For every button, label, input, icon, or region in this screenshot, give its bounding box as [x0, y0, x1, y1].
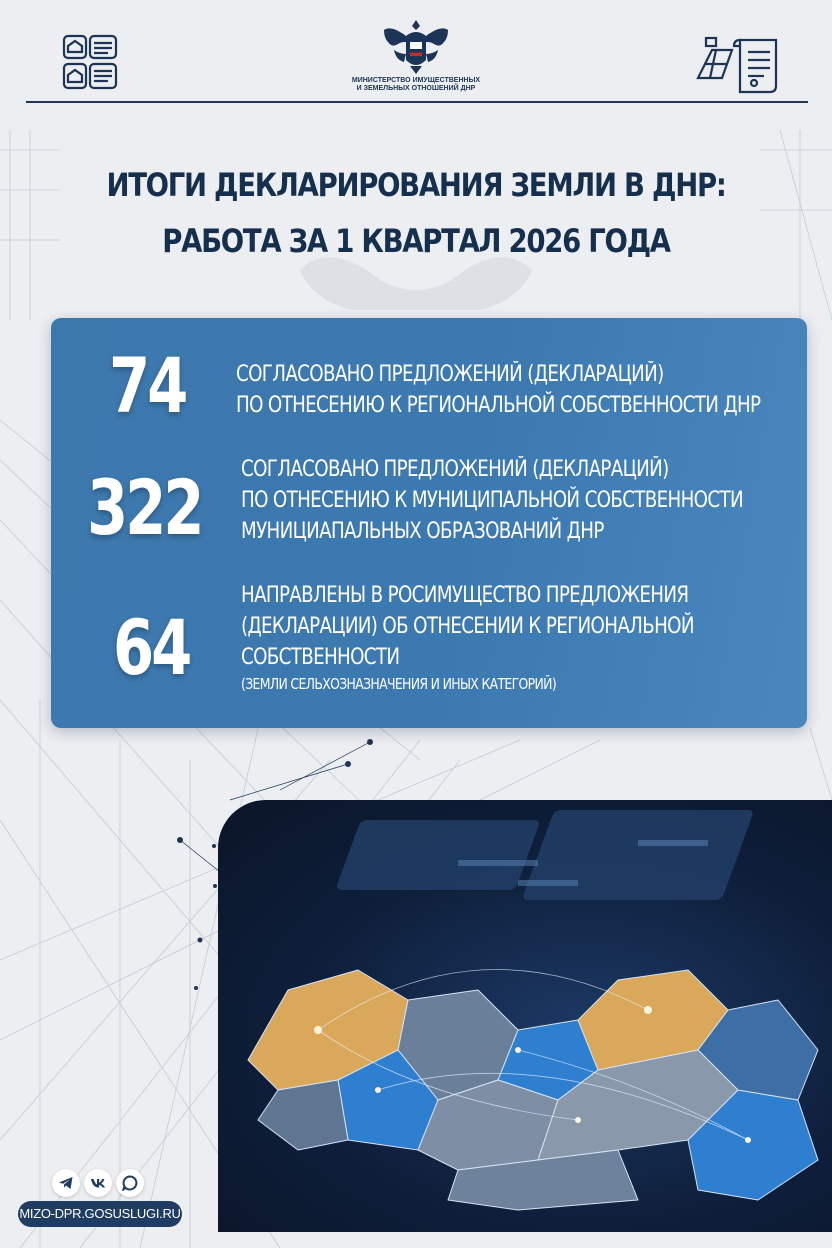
dnr-eagle-emblem-icon: [380, 14, 452, 76]
ministry-line-1: МИНИСТЕРСТВО ИМУЩЕСТВЕННЫХ: [351, 77, 481, 84]
stat-3-note: (ЗЕМЛИ СЕЛЬХОЗНАЗНАЧЕНИЯ И ИНЫХ КАТЕГОРИЙ): [241, 675, 557, 693]
stat-2-line-1: СОГЛАСОВАНО ПРЕДЛОЖЕНИЙ (ДЕКЛАРАЦИЙ): [241, 457, 669, 482]
stat-3-description: [241, 580, 694, 695]
ministry-line-2: И ЗЕМЕЛЬНЫХ ОТНОШЕНИЙ ДНР: [356, 85, 476, 92]
max-messenger-link[interactable]: [116, 1169, 144, 1197]
stat-1-line-2: ПО ОТНЕСЕНИЮ К РЕГИОНАЛЬНОЙ СОБСТВЕННОСТИ ДНР: [236, 393, 761, 418]
stat-2-description: [241, 454, 743, 547]
stat-2-line-2: ПО ОТНЕСЕНИЮ К МУНИЦИПАЛЬНОЙ СОБСТВЕННОСТИ: [241, 488, 743, 513]
region-map-illustration: [218, 800, 832, 1232]
property-documents-icon: [60, 30, 118, 94]
telegram-link[interactable]: [52, 1169, 80, 1197]
stat-3-line-1: НАПРАВЛЕНЫ В РОСИМУЩЕСТВО ПРЕДЛОЖЕНИЯ: [241, 583, 689, 608]
stat-1-line-1: СОГЛАСОВАНО ПРЕДЛОЖЕНИЙ (ДЕКЛАРАЦИЙ): [236, 362, 664, 387]
page-title-line-2: РАБОТА ЗА 1 КВАРТАЛ 2026 ГОДА: [162, 222, 670, 260]
header-divider: [26, 101, 808, 103]
vk-icon: [90, 1175, 106, 1191]
stat-3-line-2: (ДЕКЛАРАЦИИ) ОБ ОТНЕСЕНИИ К РЕГИОНАЛЬНОЙ: [241, 614, 694, 639]
stat-1-value: 74: [109, 341, 186, 430]
stat-2-line-3: МУНИЦИАПАЛЬНЫХ ОБРАЗОВАНИЙ ДНР: [241, 519, 604, 544]
land-plot-document-icon: [694, 28, 788, 96]
page-title-line-1: ИТОГИ ДЕКЛАРИРОВАНИЯ ЗЕМЛИ В ДНР:: [106, 166, 726, 204]
ministry-name: [330, 77, 502, 93]
region-map-graphic: [218, 800, 832, 1232]
stat-2-value: 322: [87, 463, 202, 552]
stats-panel: [51, 318, 807, 728]
stat-3-line-3: СОБСТВЕННОСТИ: [241, 645, 400, 670]
max-messenger-icon: [122, 1175, 138, 1191]
stat-1-description: [236, 359, 760, 421]
website-url[interactable]: MIZO-DPR.GOSUSLUGI.RU: [18, 1201, 182, 1227]
telegram-icon: [58, 1175, 74, 1191]
stat-3-value: 64: [113, 603, 190, 692]
vk-link[interactable]: [84, 1169, 112, 1197]
